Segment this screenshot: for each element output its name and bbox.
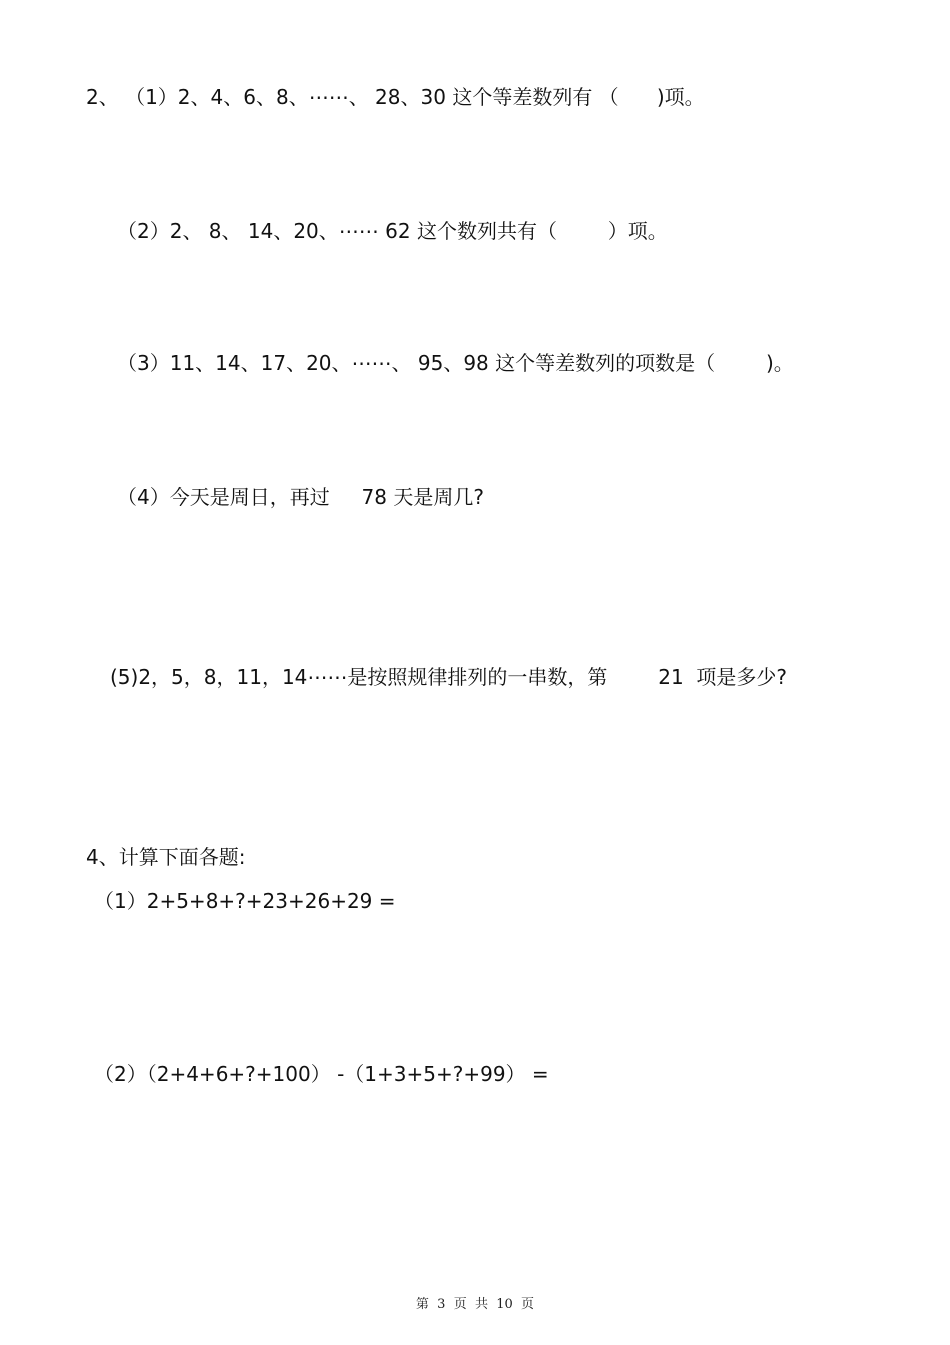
question-2-part-1: 2、 （1）2、4、6、8、⋯⋯、 28、30 这个等差数列有 （ )项。	[86, 85, 705, 109]
question-2-part-2: （2）2、 8、 14、20、⋯⋯ 62 这个数列共有（ ）项。	[117, 219, 668, 243]
question-4-part-2: （2）（2+4+6+?+100） -（1+3+5+?+99） =	[94, 1062, 549, 1086]
question-2-part-4: （4）今天是周日，再过 78 天是周几?	[117, 485, 484, 509]
question-2-part-5: (5)2，5，8，11，14⋯⋯是按照规律排列的一串数，第 21 项是多少?	[110, 665, 788, 689]
question-2-part-3: （3）11、14、17、20、⋯⋯、 95、98 这个等差数列的项数是（ )。	[117, 351, 794, 375]
page-number-footer: 第 3 页 共 10 页	[415, 1297, 535, 1312]
question-4-heading: 4、计算下面各题:	[86, 845, 246, 869]
question-4-part-1: （1）2+5+8+?+23+26+29 =	[94, 889, 396, 913]
